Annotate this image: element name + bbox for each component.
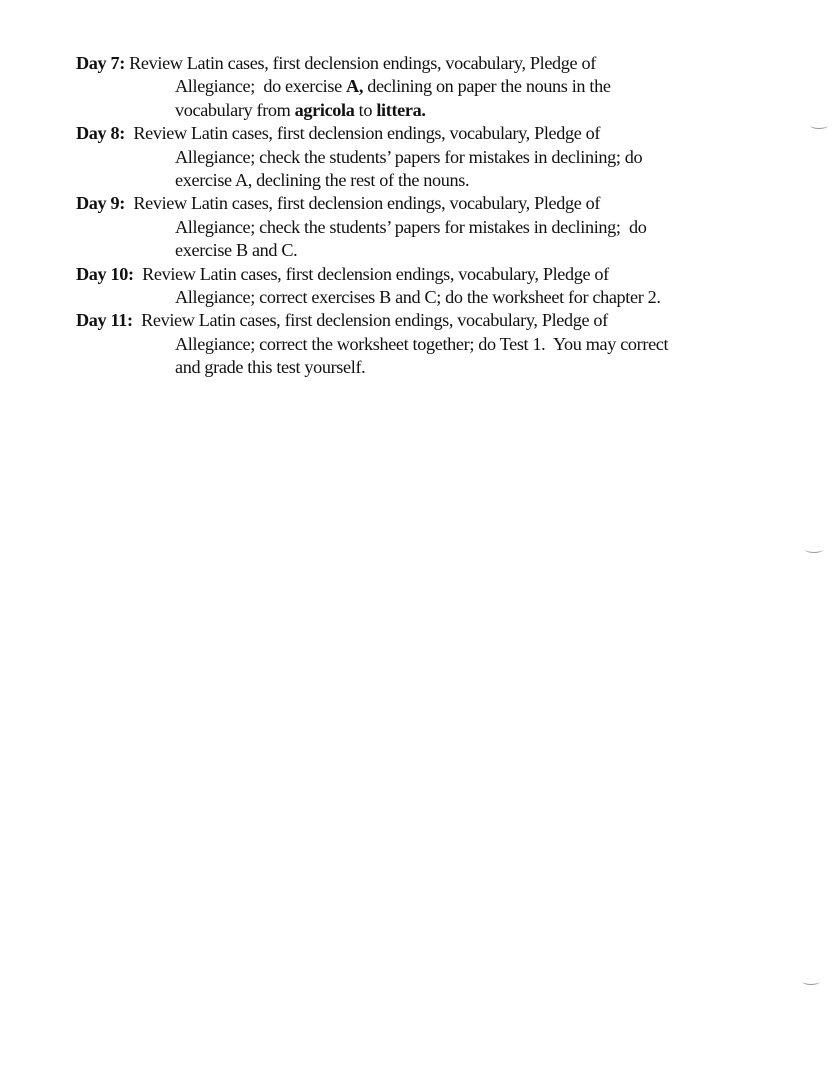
text-line <box>76 309 776 332</box>
text-line <box>76 239 776 262</box>
day-entry <box>76 52 776 122</box>
text-segment: exercise B and C. <box>175 240 298 261</box>
day-label: Day 7: <box>76 53 125 73</box>
day-entry <box>76 263 776 310</box>
text-line <box>76 75 776 98</box>
text-segment: Allegiance; do exercise <box>175 76 347 97</box>
text-segment: vocabulary from <box>175 99 295 120</box>
scan-mark <box>810 122 828 129</box>
day-label: Day 9: <box>76 193 125 214</box>
text-line <box>76 52 776 75</box>
text-segment: Allegiance; check the students’ papers for mistakes in declining; do <box>175 216 647 237</box>
text-segment: Review Latin cases, first declension endings, vocabulary, Pledge of <box>124 193 601 214</box>
text-segment: Allegiance; check the students’ papers for mistakes in declining; do <box>175 146 643 167</box>
text-line <box>76 122 776 145</box>
text-segment: to <box>354 99 377 120</box>
text-segment: Allegiance; correct exercises B and C; do the worksheet for chapter 2. <box>175 286 661 307</box>
text-line <box>76 216 776 239</box>
bold-text: agricola <box>294 99 355 120</box>
text-segment: Review Latin cases, first declension endings, vocabulary, Pledge of <box>132 310 608 331</box>
day-entry <box>76 309 776 379</box>
lesson-plan-document <box>76 52 776 379</box>
text-line <box>76 356 776 379</box>
text-line <box>76 169 776 192</box>
text-line <box>76 263 776 286</box>
text-line <box>76 286 776 309</box>
text-line <box>76 333 776 356</box>
text-line <box>76 192 776 215</box>
text-segment: exercise A, declining the rest of the nouns. <box>175 169 470 190</box>
day-label: Day 8: <box>76 123 125 144</box>
day-label: Day 11: <box>76 310 133 331</box>
bold-text: littera. <box>376 99 426 120</box>
day-entry <box>76 192 776 262</box>
scan-mark <box>805 546 823 553</box>
text-segment: Allegiance; correct the worksheet together; do Test 1. You may correct <box>175 333 669 354</box>
text-line <box>76 146 776 169</box>
day-entry <box>76 122 776 192</box>
text-segment: Review Latin cases, first declension endings, vocabulary, Pledge of <box>133 263 609 284</box>
scan-mark <box>802 978 820 985</box>
text-segment: declining on paper the nouns in the <box>363 76 611 97</box>
text-line <box>76 99 776 122</box>
text-segment: and grade this test yourself. <box>175 357 366 378</box>
day-label: Day 10: <box>76 263 134 284</box>
text-segment: Review Latin cases, first declension endings, vocabulary, Pledge of <box>124 53 596 73</box>
text-segment: Review Latin cases, first declension endings, vocabulary, Pledge of <box>124 123 601 144</box>
bold-text: A, <box>346 76 364 97</box>
